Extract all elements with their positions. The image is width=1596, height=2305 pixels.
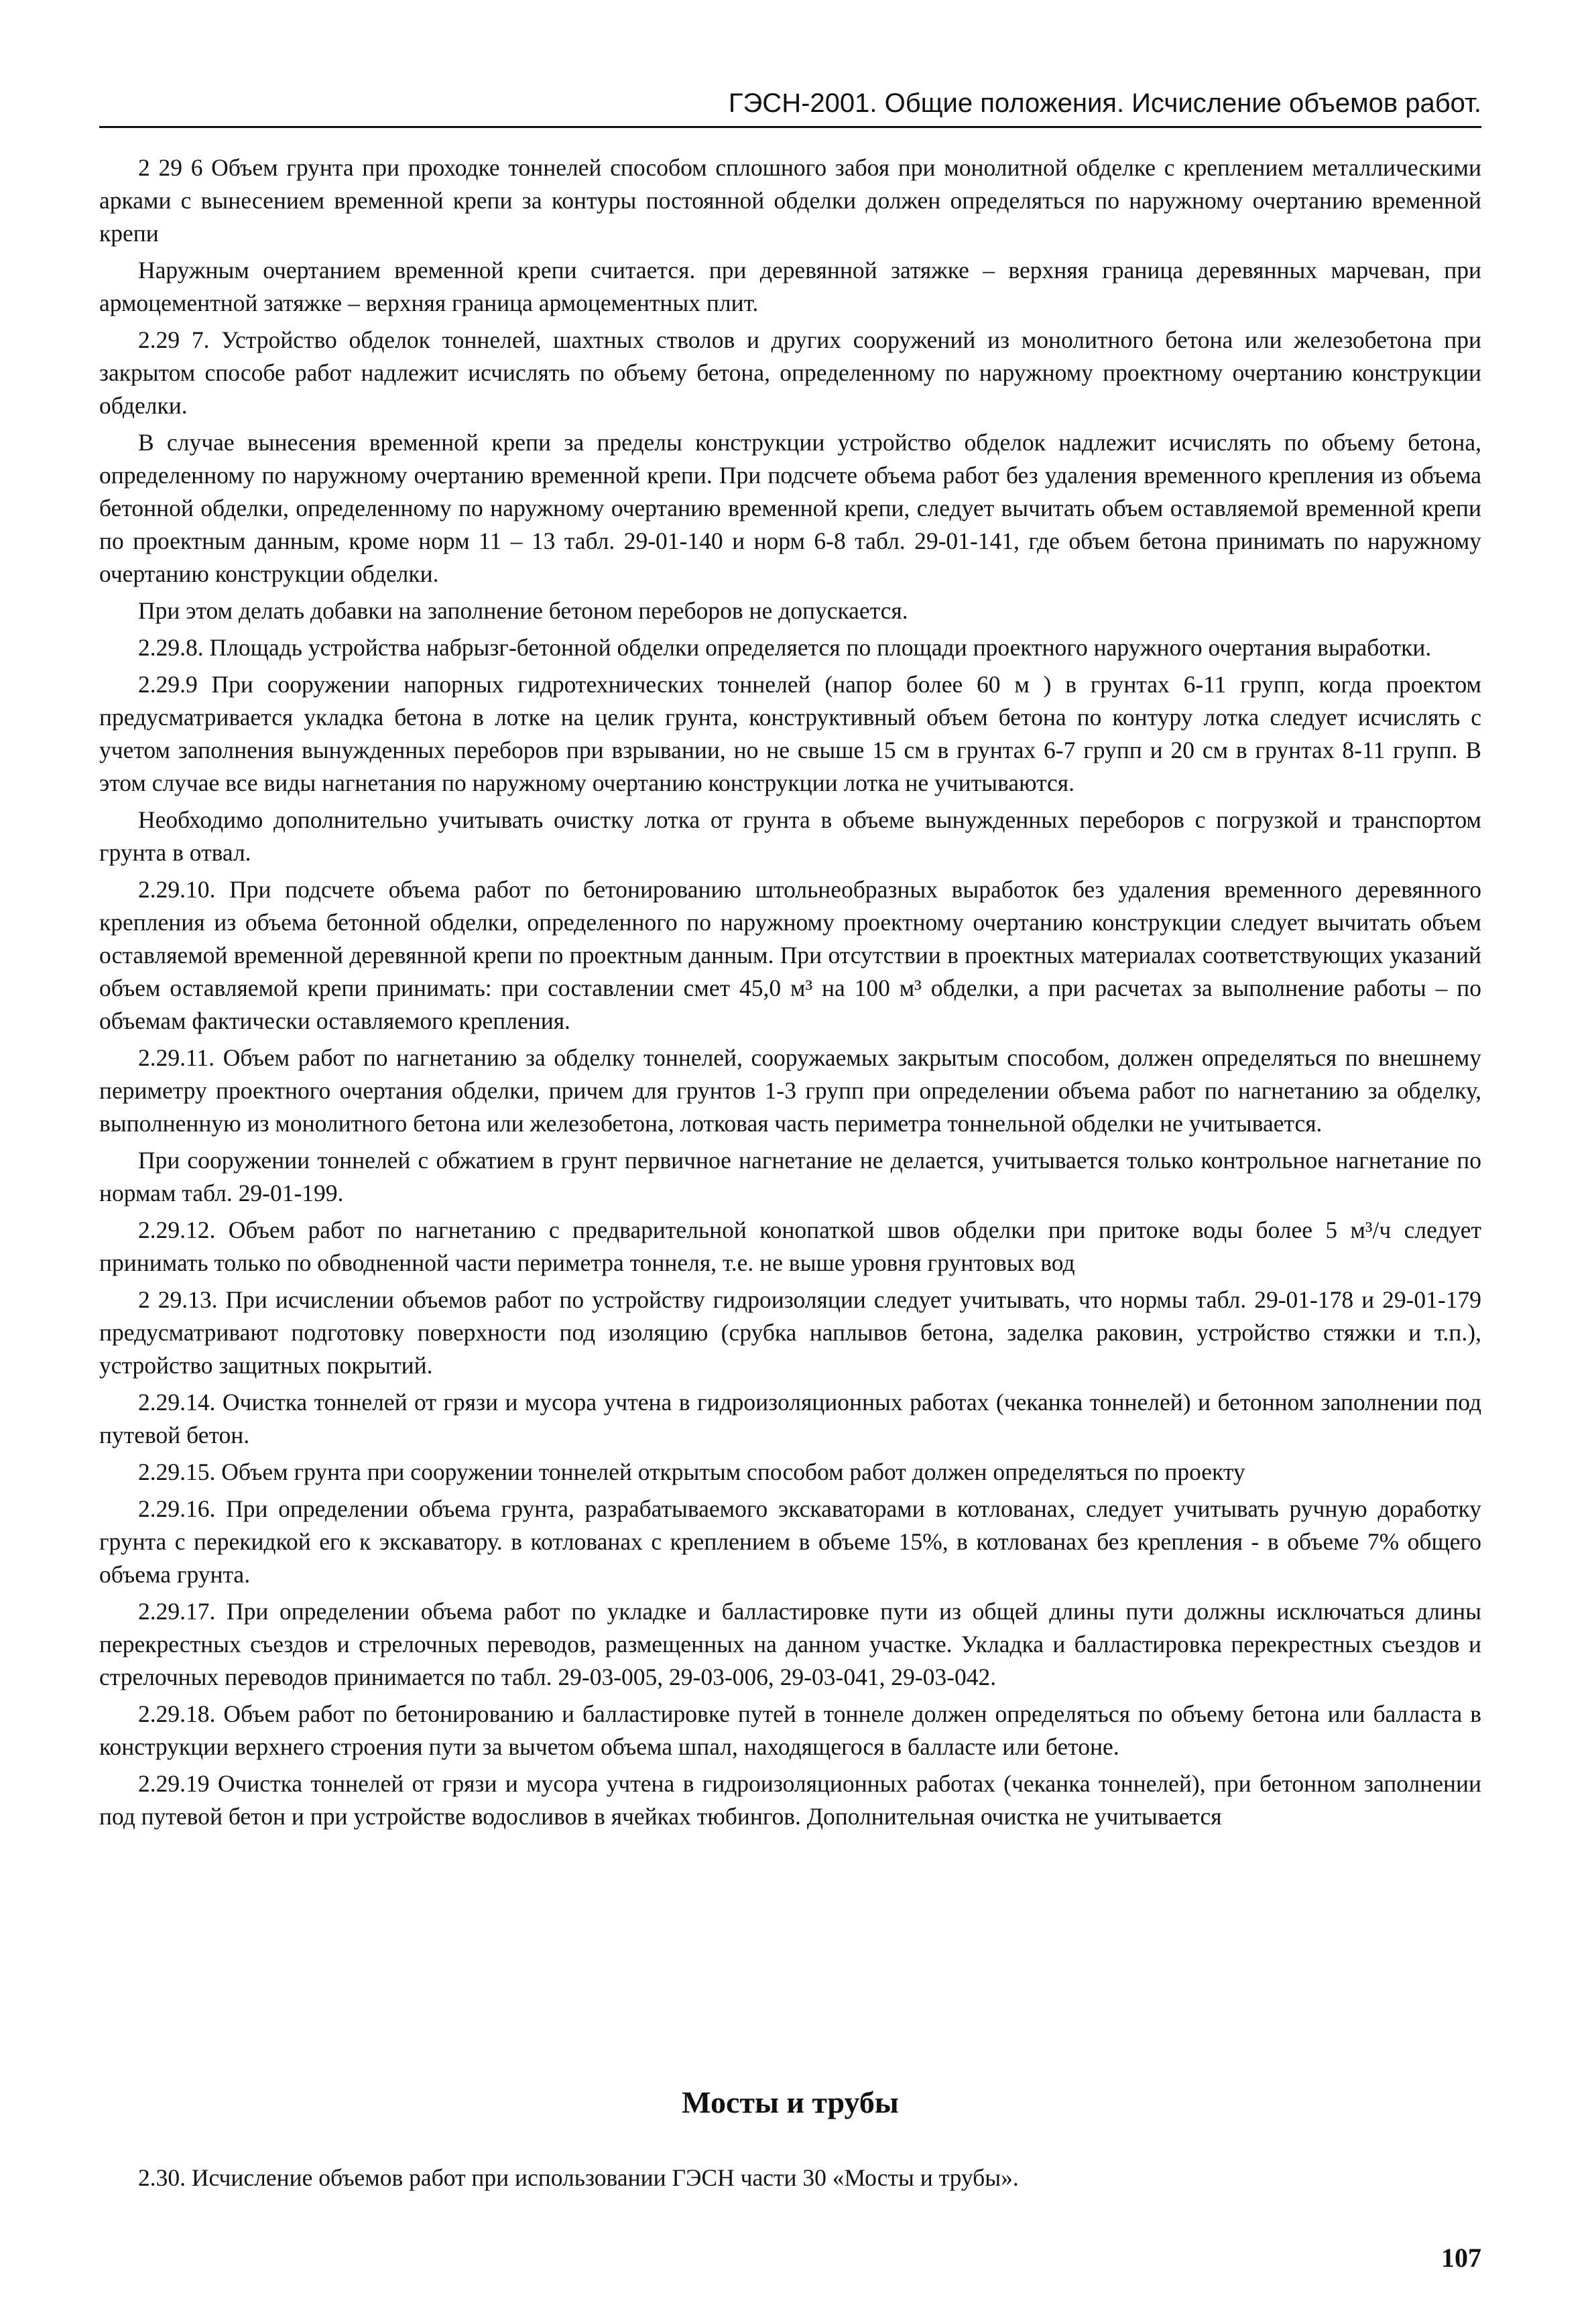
paragraph: В случае вынесения временной крепи за пределы конструкции устройство обделок надлежит исчислять по объему бетона, определенному по наружному очертанию временной крепи. При подсчете объема работ без удаления временного крепления из объема бетонной обделки, определенному по наружному очертанию временной крепи, следует вычитать объем оставляемой временной крепи по проектным данным, кроме норм 11 – 13 табл. 29-01-140 и норм 6-8 табл. 29-01-141, где объем бетона принимать по наружному очертанию конструкции обделки. [99,429,1481,587]
paragraph: 2.29.18. Объем работ по бетонированию и балластировке путей в тоннеле должен определяться по объему бетона или балласта в конструкции верхнего строения пути за вычетом объема шпал, находящегося в балласте или бетоне. [99,1700,1481,1760]
paragraph: 2.29.14. Очистка тоннелей от грязи и мусора учтена в гидроизоляционных работах (чеканка тоннелей) и бетонном заполнении под путевой бетон. [99,1389,1481,1448]
paragraph: Необходимо дополнительно учитывать очистку лотка от грунта в объеме вынужденных переборов с погрузкой и транспортом грунта в отвал. [99,806,1481,866]
page-number: 107 [1441,2243,1481,2273]
paragraph: 2.30. Исчисление объемов работ при использовании ГЭСН части 30 «Мосты и трубы». [138,2164,1019,2191]
paragraph: 2.29.15. Объем грунта при сооружении тоннелей открытым способом работ должен определяться по проекту [138,1458,1245,1485]
paragraph: 2.29.12. Объем работ по нагнетанию с предварительной конопаткой швов обделки при притоке воды более 5 м³/ч следует принимать только по обводненной части периметра тоннеля, т.е. не выше уровня грунтовых вод [99,1217,1481,1276]
paragraph: При сооружении тоннелей с обжатием в грунт первичное нагнетание не делается, учитывается только контрольное нагнетание по нормам табл. 29-01-199. [99,1147,1481,1206]
paragraph: 2.29.8. Площадь устройства набрызг-бетонной обделки определяется по площади проектного наружного очертания выработки. [138,634,1432,661]
paragraph: 2.29.19 Очистка тоннелей от грязи и мусора учтена в гидроизоляционных работах (чеканка тоннелей), при бетонном заполнении под путевой бетон и при устройстве водосливов в ячейках тюбингов. Дополнительная очистка не учитывается [99,1770,1481,1830]
page-header: ГЭСН-2001. Общие положения. Исчисление объемов работ. [99,87,1481,128]
paragraph: 2.29.11. Объем работ по нагнетанию за обделку тоннелей, сооружаемых закрытым способом, должен определяться по внешнему периметру проектного очертания обделки, причем для грунтов 1-3 групп при определении объема работ по нагнетанию за обделку, выполненную из монолитного бетона или железобетона, лотковая часть периметра тоннельной обделки не учитывается. [99,1044,1481,1137]
section-body [99,2162,1481,2194]
paragraph: 2.29 7. Устройство обделок тоннелей, шахтных стволов и других сооружений из монолитного бетона или железобетона при закрытом способе работ надлежит исчислять по объему бетона, определенному по наружному проектному очертанию конструкции обделки. [99,326,1481,419]
document-body [99,151,1481,1837]
paragraph: 2.29.17. При определении объема работ по укладке и балластировке пути из общей длины пути должны исключаться длины перекрестных съездов и стрелочных переводов, размещенных на данном участке. Укладка и балластировка перекрестных съездов и стрелочных переводов принимается по табл. 29-03-005, 29-03-006, 29-03-041, 29-03-042. [99,1598,1481,1690]
paragraph: 2 29.13. При исчислении объемов работ по устройству гидроизоляции следует учитывать, что нормы табл. 29-01-178 и 29-01-179 предусматривают подготовку поверхности под изоляцию (срубка наплывов бетона, заделка раковин, устройство стяжки и т.п.), устройство защитных покрытий. [99,1286,1481,1379]
section-title: Мосты и трубы [682,2085,899,2119]
paragraph: 2.29.9 При сооружении напорных гидротехнических тоннелей (напор более 60 м ) в грунтах 6-11 групп, когда проектом предусматривается укладка бетона в лотке на целик грунта, конструктивный объем бетона по контуру лотка следует исчислять с учетом заполнения вынужденных переборов при взрывании, но не свыше 15 см в грунтах 6-7 групп и 20 см в грунтах 8-11 групп. В этом случае все виды нагнетания по наружному очертанию конструкции лотка не учитываются. [99,671,1481,796]
paragraph: При этом делать добавки на заполнение бетоном переборов не допускается. [138,597,908,624]
paragraph: 2.29.10. При подсчете объема работ по бетонированию штольнеобразных выработок без удаления временного деревянного крепления из объема бетонной обделки, определенного по наружному проектному очертанию конструкции следует вычитать объем оставляемой временной деревянной крепи по проектным данным. При отсутствии в проектных материалах соответствующих указаний объем оставляемой крепи принимать: при составлении смет 45,0 м³ на 100 м³ обделки, а при расчетах за выполнение работы – по объемам фактически оставляемого крепления. [99,876,1481,1034]
paragraph: 2 29 6 Объем грунта при проходке тоннелей способом сплошного забоя при монолитной обделке с креплением металлическими арками с вынесением временной крепи за контуры постоянной обделки должен определяться по наружному очертанию временной крепи [99,154,1481,247]
paragraph: 2.29.16. При определении объема грунта, разрабатываемого экскаваторами в котлованах, следует учитывать ручную доработку грунта с перекидкой его к экскаватору. в котлованах с креплением в объеме 15%, в котлованах без крепления - в объеме 7% общего объема грунта. [99,1495,1481,1588]
paragraph: Наружным очертанием временной крепи считается. при деревянной затяжке – верхняя граница деревянных марчеван, при армоцементной затяжке – верхняя граница армоцементных плит. [99,257,1481,316]
